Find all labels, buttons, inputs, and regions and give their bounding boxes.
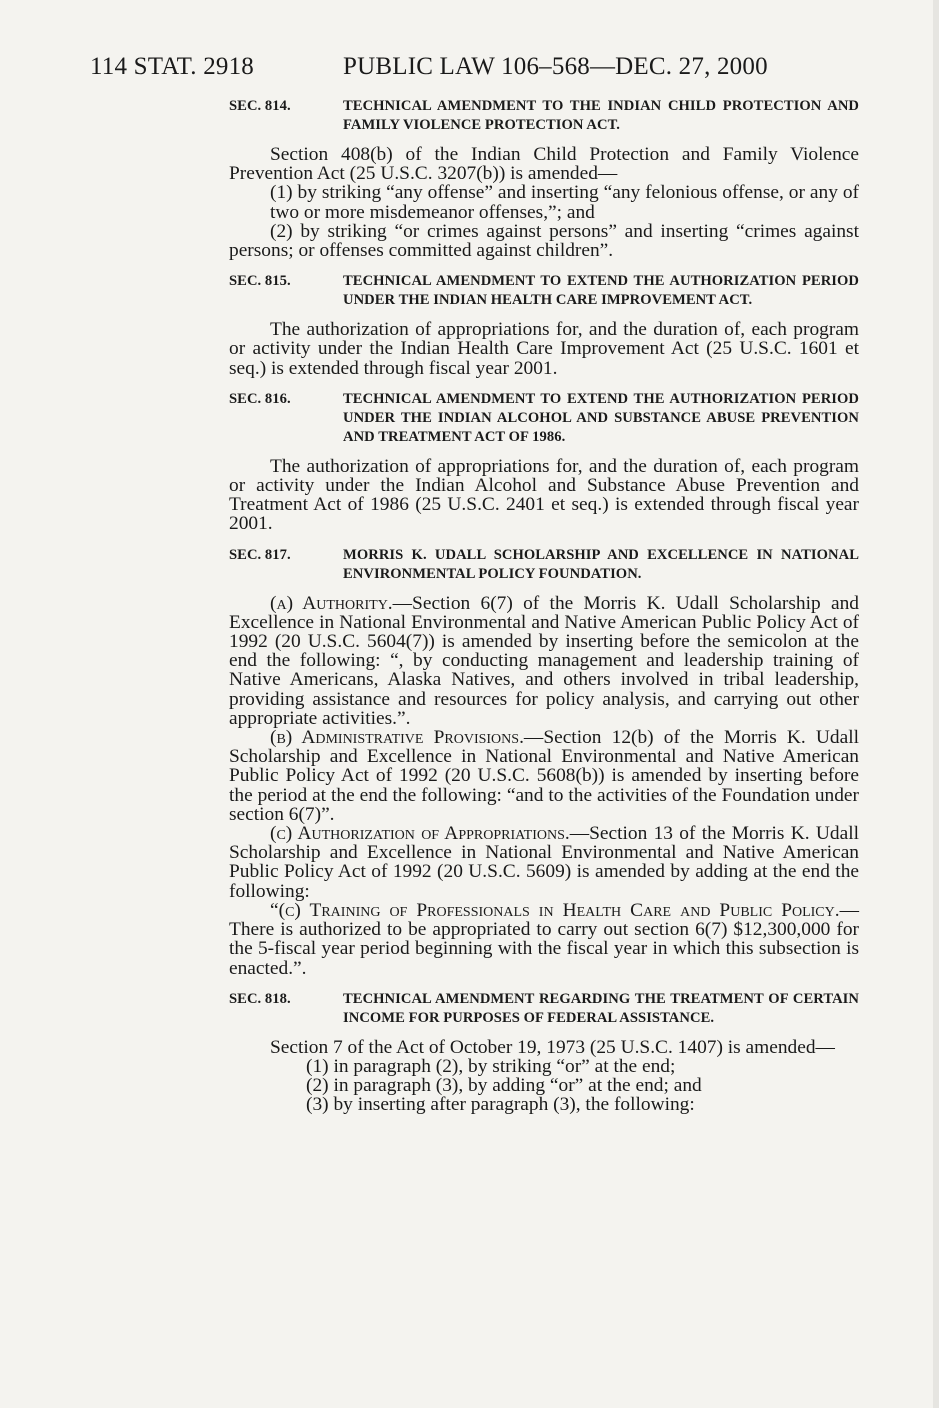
section-heading-816 xyxy=(229,390,859,447)
section-heading-815 xyxy=(229,272,859,310)
statute-page-number: 114 STAT. 2918 xyxy=(90,53,254,80)
section-814-intro: Section 408(b) of the Indian Child Protection and Family Violence Prevention Act (25 U.S.C. 3207(b)) is amended— xyxy=(229,144,859,185)
subsection-heading: (b) Administrative Provisions. xyxy=(270,727,524,749)
section-heading-814 xyxy=(229,97,859,135)
quoted-heading: “(c) Training of Professionals in Health Care and Public Policy. xyxy=(270,899,840,921)
item-text: (1) by striking “any offense” and inserting “any felonious offense, or any of two or more misdemeanor offenses,”; and xyxy=(270,182,859,223)
section-818-item-3: (3) by inserting after paragraph (3), the following: xyxy=(306,1094,695,1116)
section-815-body: The authorization of appropriations for, and the duration of, each program or activity under the Indian Health Care Improvement Act (25 U.S.C. 1601 et seq.) is extended through fiscal year 2001. xyxy=(229,319,859,379)
section-818-item-2: (2) in paragraph (3), by adding “or” at the end; and xyxy=(306,1075,702,1097)
section-814-item-1 xyxy=(229,183,859,221)
section-817-subsection-a xyxy=(229,594,859,728)
subsection-heading: (c) Authorization of Appropriations. xyxy=(270,823,570,845)
page-content xyxy=(229,97,859,1115)
section-817-subsection-c xyxy=(229,824,859,901)
section-818-intro: Section 7 of the Act of October 19, 1973 (25 U.S.C. 1407) is amended— xyxy=(270,1036,835,1058)
quoted-text: —There is authorized to be appropriated to carry out section 6(7) $12,300,000 for the 5-fiscal year period beginning with the fiscal year in which this subsection is enacted.”. xyxy=(229,899,859,979)
public-law-title: PUBLIC LAW 106–568—DEC. 27, 2000 xyxy=(343,53,768,80)
section-number: SEC. 817. xyxy=(229,546,291,563)
subsection-text: —Section 13 of the Morris K. Udall Scholarship and Excellence in National Environmental and Native American Public Policy Act of 1992 (20 U.S.C. 5609) is amended by adding at the end the following: xyxy=(229,823,859,902)
section-number: SEC. 818. xyxy=(229,990,291,1007)
section-number: SEC. 815. xyxy=(229,273,291,290)
subsection-text: —Section 6(7) of the Morris K. Udall Scholarship and Excellence in National Environmental and Native American Public Policy Act of 1992 (20 U.S.C. 5604(7)) is amended by inserting before the semicolon at the end the following: “, by conducting management and leadership training of Native Americans, Alaska Natives, and others involved in tribal leadership, providing assistance and resources for policy analysis, and carrying out other appropriate activities.”. xyxy=(229,592,860,729)
section-814-item-2: (2) by striking “or crimes against persons” and inserting “crimes against persons; or offenses committed against children”. xyxy=(229,220,859,262)
section-heading-818 xyxy=(229,990,859,1028)
section-title: TECHNICAL AMENDMENT REGARDING THE TREATMENT OF CERTAIN INCOME FOR PURPOSES OF FEDERAL ASSISTANCE. xyxy=(343,990,859,1026)
section-816-body: The authorization of appropriations for, and the duration of, each program or activity under the Indian Alcohol and Substance Abuse Prevention and Treatment Act of 1986 (25 U.S.C. 2401 et seq.) is extended through fiscal year 2001. xyxy=(229,455,859,535)
section-817-subsection-b xyxy=(229,728,859,824)
subsection-heading: (a) Authority. xyxy=(270,592,393,614)
section-number: SEC. 814. xyxy=(229,98,291,114)
section-title: TECHNICAL AMENDMENT TO EXTEND THE AUTHORIZATION PERIOD UNDER THE INDIAN ALCOHOL AND SUBSTANCE ABUSE PREVENTION AND TREATMENT ACT OF 1986. xyxy=(343,390,859,445)
section-818-item-1: (1) in paragraph (2), by striking “or” at the end; xyxy=(306,1055,676,1077)
section-title: TECHNICAL AMENDMENT TO EXTEND THE AUTHORIZATION PERIOD UNDER THE INDIAN HEALTH CARE IMPROVEMENT ACT. xyxy=(343,273,859,309)
section-title: MORRIS K. UDALL SCHOLARSHIP AND EXCELLENCE IN NATIONAL ENVIRONMENTAL POLICY FOUNDATION. xyxy=(343,546,859,582)
section-number: SEC. 816. xyxy=(229,390,291,407)
subsection-text: —Section 12(b) of the Morris K. Udall Scholarship and Excellence in National Environmental and Native American Public Policy Act of 1992 (20 U.S.C. 5608(b)) is amended by inserting before the period at the end the following: “and to the activities of the Foundation under section 6(7)”. xyxy=(229,727,859,825)
section-heading-817 xyxy=(229,546,859,584)
section-title: TECHNICAL AMENDMENT TO THE INDIAN CHILD PROTECTION AND FAMILY VIOLENCE PROTECTION ACT. xyxy=(343,98,859,133)
section-817-quoted-subsection xyxy=(229,901,859,978)
